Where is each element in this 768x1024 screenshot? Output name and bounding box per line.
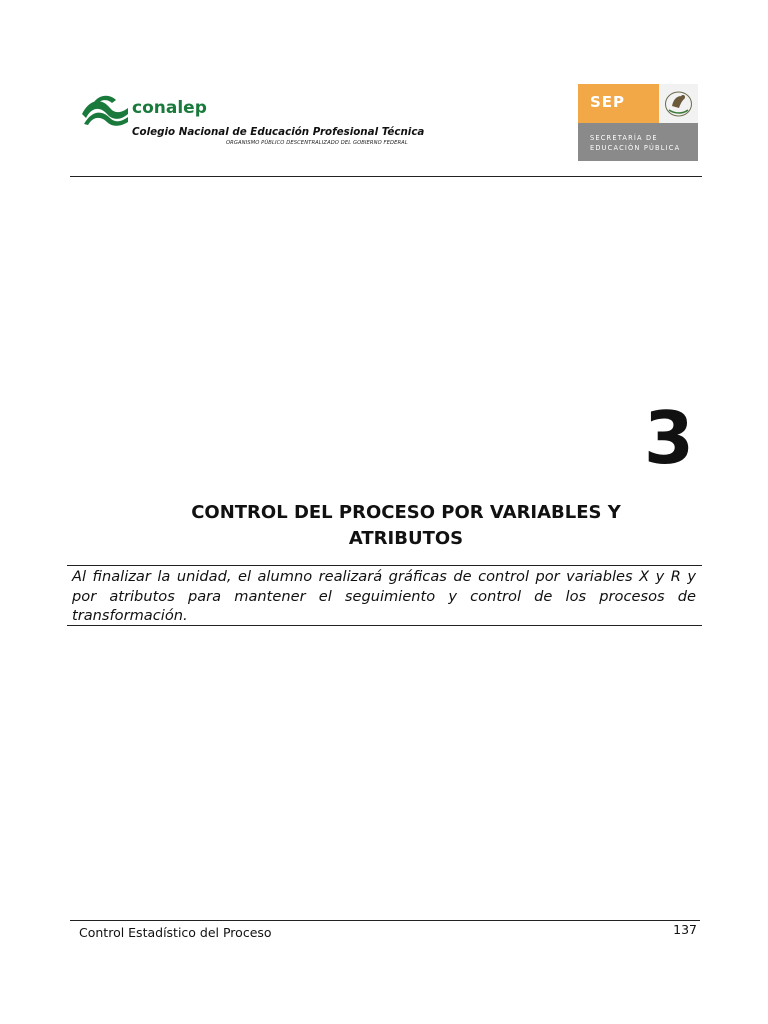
sep-name-line-1: SECRETARÍA DE <box>590 134 658 142</box>
chapter-number: 3 <box>643 396 694 480</box>
sep-name-line-2: EDUCACIÓN PÚBLICA <box>590 144 681 152</box>
sep-gray-block <box>578 123 698 161</box>
footer-document-title: Control Estadístico del Proceso <box>79 925 272 940</box>
page-number: 137 <box>673 922 697 937</box>
chapter-title: CONTROL DEL PROCESO POR VARIABLES Y ATRIBUTOS <box>191 502 621 549</box>
conalep-full-name: Colegio Nacional de Educación Profesional Técnica <box>132 126 425 138</box>
sep-logo <box>578 84 698 161</box>
objective-bottom-rule <box>67 625 702 626</box>
conalep-organism-note: ORGANISMO PÚBLICO DESCENTRALIZADO DEL GOBIERNO FEDERAL <box>226 140 408 146</box>
unit-objective: Al finalizar la unidad, el alumno realizará gráficas de control por variables X y R y por atributos para mantener el seguimiento y control de los procesos de transformación. <box>72 568 696 624</box>
sep-wordmark: SEP <box>590 93 626 111</box>
footer-divider <box>70 920 700 921</box>
conalep-wordmark: conalep <box>132 98 207 118</box>
conalep-logo <box>80 92 425 152</box>
mexico-coat-of-arms-icon <box>659 84 698 123</box>
objective-top-rule <box>67 565 702 566</box>
sep-orange-block <box>578 84 659 123</box>
conalep-emblem-icon <box>80 94 130 126</box>
header-divider <box>70 176 702 177</box>
